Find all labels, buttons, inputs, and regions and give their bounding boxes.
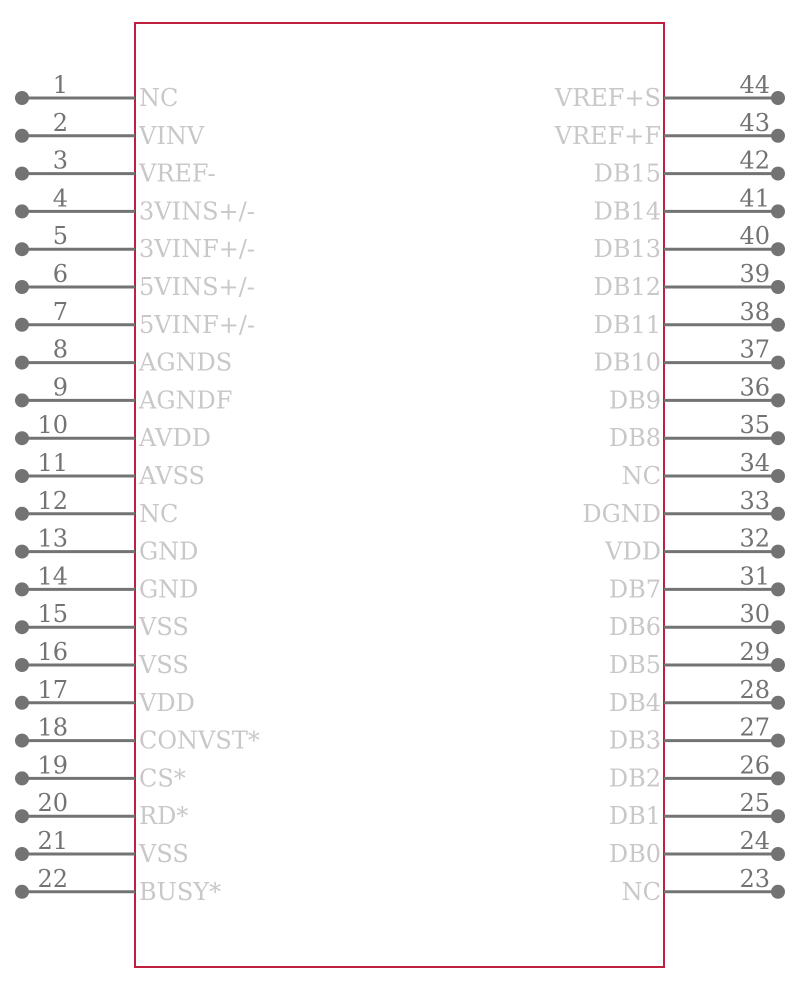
pin-number: 10 xyxy=(37,411,68,440)
pin-number: 25 xyxy=(739,789,770,818)
pin-name: BUSY* xyxy=(139,877,222,906)
pin-endpoint-dot xyxy=(771,129,785,143)
pin-endpoint-dot xyxy=(771,696,785,710)
right-pin xyxy=(609,600,785,641)
pin-number: 30 xyxy=(739,600,770,629)
right-pin xyxy=(622,449,785,490)
pin-name: 5VINS+/- xyxy=(139,273,255,301)
pin-number: 4 xyxy=(52,184,68,213)
right-pin xyxy=(609,714,785,755)
pin-name: RD* xyxy=(139,802,189,831)
pin-endpoint-dot xyxy=(15,393,29,407)
pin-number: 6 xyxy=(52,260,68,288)
pin-number: 40 xyxy=(739,222,770,251)
pin-name: DGND xyxy=(582,499,661,528)
pin-name: DB10 xyxy=(593,348,661,377)
right-pin xyxy=(594,298,785,339)
right-pin xyxy=(609,827,785,868)
pin-number: 11 xyxy=(37,449,68,477)
pin-number: 29 xyxy=(739,638,770,666)
pin-number: 35 xyxy=(739,411,770,440)
left-pin xyxy=(15,751,186,792)
pin-number: 28 xyxy=(739,675,770,704)
pin-name: DB11 xyxy=(593,310,661,339)
pin-name: DB14 xyxy=(593,197,661,226)
pin-endpoint-dot xyxy=(15,356,29,370)
pin-number: 7 xyxy=(52,297,68,326)
pin-number: 22 xyxy=(37,864,68,893)
pin-endpoint-dot xyxy=(15,620,29,634)
left-pin xyxy=(15,865,221,906)
pin-name: VDD xyxy=(139,688,195,717)
pin-name: 3VINF+/- xyxy=(139,235,256,264)
pin-name: DB15 xyxy=(593,159,661,188)
pin-endpoint-dot xyxy=(771,885,785,899)
pin-endpoint-dot xyxy=(15,431,29,445)
right-pin xyxy=(604,525,785,566)
pin-name: AVDD xyxy=(139,424,211,453)
left-pin xyxy=(15,71,178,112)
pin-endpoint-dot xyxy=(771,167,785,181)
left-pin xyxy=(15,449,205,490)
left-pin xyxy=(15,562,198,603)
left-pin xyxy=(15,789,188,830)
pin-name: DB3 xyxy=(608,726,661,755)
right-pin xyxy=(609,411,785,452)
pin-name: VDD xyxy=(605,537,661,566)
right-pin xyxy=(609,789,785,830)
pin-name: DB0 xyxy=(608,840,661,868)
pin-number: 13 xyxy=(37,524,68,553)
pin-name: DB7 xyxy=(608,575,661,604)
left-pin xyxy=(15,600,189,641)
pin-endpoint-dot xyxy=(15,469,29,483)
pin-endpoint-dot xyxy=(771,469,785,483)
pin-number: 19 xyxy=(37,751,68,780)
pin-name: VSS xyxy=(139,613,189,642)
pin-endpoint-dot xyxy=(771,431,785,445)
right-pin xyxy=(622,865,785,906)
pin-number: 18 xyxy=(37,713,68,742)
pin-number: 24 xyxy=(739,827,770,855)
pin-name: DB13 xyxy=(593,235,661,264)
pin-number: 21 xyxy=(37,827,68,855)
pin-number: 20 xyxy=(37,789,68,818)
pin-endpoint-dot xyxy=(771,280,785,294)
pin-endpoint-dot xyxy=(771,809,785,823)
left-pin xyxy=(15,109,205,150)
pin-name: DB2 xyxy=(608,764,661,793)
pin-name: NC xyxy=(621,877,661,906)
pin-name: VREF+S xyxy=(554,84,661,112)
pin-number: 42 xyxy=(739,146,770,175)
pin-name: GND xyxy=(139,537,199,566)
right-pin xyxy=(554,109,785,150)
pin-endpoint-dot xyxy=(771,658,785,672)
pin-endpoint-dot xyxy=(771,318,785,332)
right-pin xyxy=(609,373,785,414)
pin-number: 1 xyxy=(52,71,68,99)
pin-name: GND xyxy=(139,575,199,604)
left-pin xyxy=(15,827,189,868)
pin-number: 44 xyxy=(739,71,770,99)
pin-name: NC xyxy=(139,84,179,112)
pin-name: 3VINS+/- xyxy=(139,197,255,226)
left-pin xyxy=(15,373,232,414)
left-pin xyxy=(15,676,195,717)
right-pin xyxy=(594,222,785,263)
pin-endpoint-dot xyxy=(771,204,785,218)
pin-name: DB1 xyxy=(608,802,661,831)
pin-endpoint-dot xyxy=(15,280,29,294)
right-pin xyxy=(609,638,785,679)
pin-endpoint-dot xyxy=(15,167,29,181)
pin-endpoint-dot xyxy=(771,771,785,785)
pin-number: 2 xyxy=(52,108,68,137)
pin-endpoint-dot xyxy=(771,393,785,407)
pin-name: VINV xyxy=(139,121,205,150)
pin-name: DB8 xyxy=(608,424,661,453)
pin-number: 43 xyxy=(739,108,770,137)
pin-endpoint-dot xyxy=(15,242,29,256)
pin-name: VREF+F xyxy=(554,121,661,150)
pin-name: DB9 xyxy=(608,386,661,415)
left-pin xyxy=(15,714,260,755)
pin-number: 16 xyxy=(37,638,68,666)
pin-number: 3 xyxy=(52,146,68,175)
pin-name: AGNDF xyxy=(139,386,233,415)
pin-number: 26 xyxy=(739,751,770,780)
pin-endpoint-dot xyxy=(15,847,29,861)
pin-endpoint-dot xyxy=(771,847,785,861)
pin-endpoint-dot xyxy=(15,507,29,521)
pin-number: 27 xyxy=(739,713,770,742)
pin-name: VSS xyxy=(139,651,189,679)
pin-name: DB4 xyxy=(608,688,661,717)
right-pin xyxy=(594,336,785,377)
pin-number: 38 xyxy=(739,297,770,326)
right-pin-group xyxy=(554,71,785,906)
pin-endpoint-dot xyxy=(15,91,29,105)
pin-name: DB6 xyxy=(608,613,661,642)
pin-name: NC xyxy=(139,499,179,528)
pin-endpoint-dot xyxy=(771,545,785,559)
right-pin xyxy=(582,487,785,528)
pin-endpoint-dot xyxy=(15,129,29,143)
pin-endpoint-dot xyxy=(15,318,29,332)
pin-name: NC xyxy=(621,462,661,490)
pin-name: VREF- xyxy=(139,159,216,188)
right-pin xyxy=(609,562,785,603)
pin-endpoint-dot xyxy=(15,734,29,748)
pin-endpoint-dot xyxy=(15,809,29,823)
pin-endpoint-dot xyxy=(771,507,785,521)
pin-number: 33 xyxy=(739,486,770,515)
left-pin xyxy=(15,525,198,566)
pin-endpoint-dot xyxy=(771,582,785,596)
left-pin xyxy=(15,638,189,679)
pin-number: 37 xyxy=(739,335,770,364)
pin-name: AGNDS xyxy=(139,348,233,377)
right-pin xyxy=(609,676,785,717)
pin-endpoint-dot xyxy=(15,696,29,710)
pin-name: AVSS xyxy=(139,462,205,490)
pin-number: 17 xyxy=(37,675,68,704)
pin-endpoint-dot xyxy=(771,620,785,634)
pin-endpoint-dot xyxy=(15,545,29,559)
pin-endpoint-dot xyxy=(15,582,29,596)
pin-name: 5VINF+/- xyxy=(139,310,256,339)
pin-number: 23 xyxy=(739,864,770,893)
pin-number: 31 xyxy=(739,562,770,591)
pin-number: 41 xyxy=(739,184,770,213)
right-pin xyxy=(594,184,785,225)
left-pin xyxy=(15,147,216,188)
left-pin-group xyxy=(15,71,260,906)
pin-endpoint-dot xyxy=(15,658,29,672)
pin-number: 34 xyxy=(739,449,770,477)
pin-endpoint-dot xyxy=(771,734,785,748)
pin-endpoint-dot xyxy=(771,242,785,256)
pin-name: CS* xyxy=(139,764,186,793)
pin-name: DB12 xyxy=(593,273,661,301)
pin-number: 8 xyxy=(52,335,68,364)
left-pin xyxy=(15,336,232,377)
pin-endpoint-dot xyxy=(771,356,785,370)
pin-number: 12 xyxy=(37,486,68,515)
left-pin xyxy=(15,411,211,452)
pin-endpoint-dot xyxy=(771,91,785,105)
pin-endpoint-dot xyxy=(15,771,29,785)
pin-number: 9 xyxy=(52,373,68,402)
pin-number: 32 xyxy=(739,524,770,553)
right-pin xyxy=(594,147,785,188)
pin-number: 14 xyxy=(37,562,68,591)
right-pin xyxy=(554,71,785,112)
pin-number: 39 xyxy=(739,260,770,288)
pin-number: 36 xyxy=(739,373,770,402)
pin-number: 15 xyxy=(37,600,68,629)
pin-endpoint-dot xyxy=(15,885,29,899)
pin-endpoint-dot xyxy=(15,204,29,218)
pin-name: CONVST* xyxy=(139,726,260,755)
pin-name: VSS xyxy=(139,840,189,868)
pin-number: 5 xyxy=(52,222,68,251)
right-pin xyxy=(594,260,785,301)
left-pin xyxy=(15,487,178,528)
right-pin xyxy=(609,751,785,792)
pin-name: DB5 xyxy=(608,651,661,679)
